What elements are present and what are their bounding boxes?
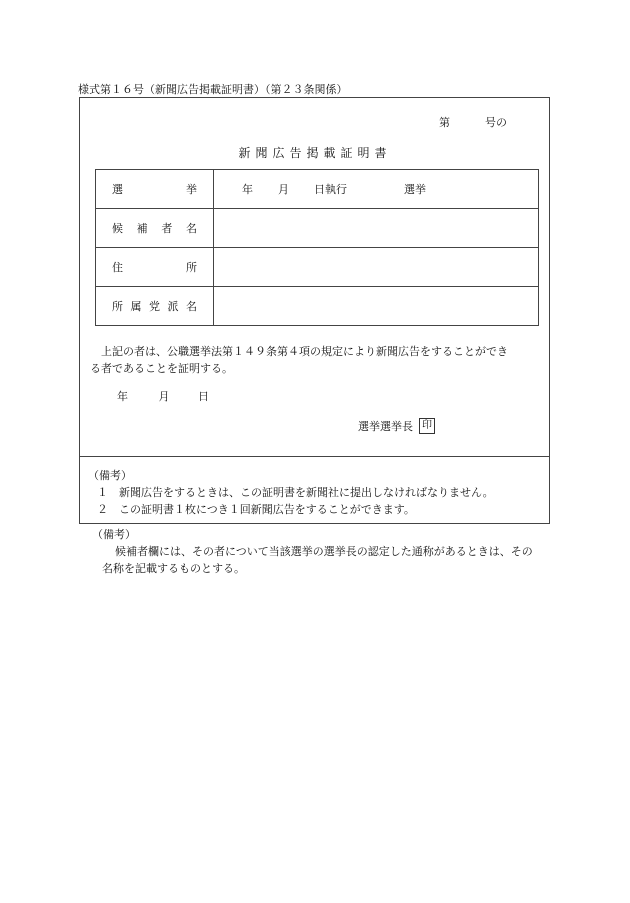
label-char: 者	[161, 222, 173, 235]
value-party[interactable]	[214, 287, 539, 326]
info-table	[95, 169, 539, 326]
notes-line: 名称を記載するものとする。	[102, 562, 245, 575]
list-item: １ 新聞広告をするときは、この証明書を新聞社に提出しなければなりません。	[97, 486, 494, 499]
value-day-held: 日執行	[314, 183, 347, 196]
document-title: 新聞広告掲載証明書	[238, 146, 392, 160]
table-row	[96, 287, 539, 326]
statement-line: 上記の者は、公職選挙法第１４９条第４項の規定により新聞広告をすることができ	[101, 345, 508, 358]
value-address[interactable]	[214, 248, 539, 287]
label-char: 所	[186, 261, 197, 274]
date-month: 月	[158, 390, 170, 403]
table-row	[96, 209, 539, 248]
label-char: 挙	[186, 183, 197, 196]
value-candidate-name[interactable]	[214, 209, 539, 248]
label-char: 住	[112, 261, 123, 274]
notes-heading: （備考）	[88, 469, 132, 482]
label-char: 所	[112, 300, 123, 313]
value-election-suffix: 選挙	[404, 183, 426, 196]
number-suffix: 号の	[485, 116, 507, 129]
notes-outside	[92, 526, 552, 577]
label-char: 属	[130, 300, 142, 313]
notes-divider	[79, 456, 550, 457]
table-row	[96, 248, 539, 287]
notes-heading: （備考）	[92, 528, 136, 541]
label-election	[96, 170, 214, 209]
label-address	[96, 248, 214, 287]
label-char: 選	[112, 183, 123, 196]
date-year: 年	[117, 390, 128, 403]
certification-statement	[90, 343, 545, 377]
label-candidate-name	[96, 209, 214, 248]
form-header: 様式第１６号（新聞広告掲載証明書）（第２３条関係）	[78, 83, 348, 96]
list-item: ２ この証明書１枚につき１回新聞広告をすることができます。	[97, 503, 415, 516]
value-month: 月	[278, 183, 289, 196]
label-char: 候	[112, 222, 123, 235]
label-char: 党	[149, 300, 160, 313]
date-day: 日	[198, 390, 209, 403]
statement-line: る者であることを証明する。	[90, 362, 233, 375]
notes-line: 候補者欄には、その者について当該選挙の選挙長の認定した通称があるときは、その	[115, 545, 533, 558]
date-line	[117, 388, 209, 404]
value-election[interactable]	[214, 170, 539, 209]
seal-stamp: 印	[419, 418, 435, 434]
label-char: 名	[186, 300, 197, 313]
label-party	[96, 287, 214, 326]
number-prefix: 第	[439, 116, 450, 129]
notes-inside	[88, 467, 548, 518]
signature-label: 選挙選挙長	[358, 420, 413, 433]
table-row	[96, 170, 539, 209]
value-year: 年	[242, 183, 253, 196]
signature-line	[358, 418, 435, 434]
label-char: 派	[167, 300, 179, 313]
label-char: 補	[136, 222, 148, 235]
label-char: 名	[185, 222, 197, 235]
